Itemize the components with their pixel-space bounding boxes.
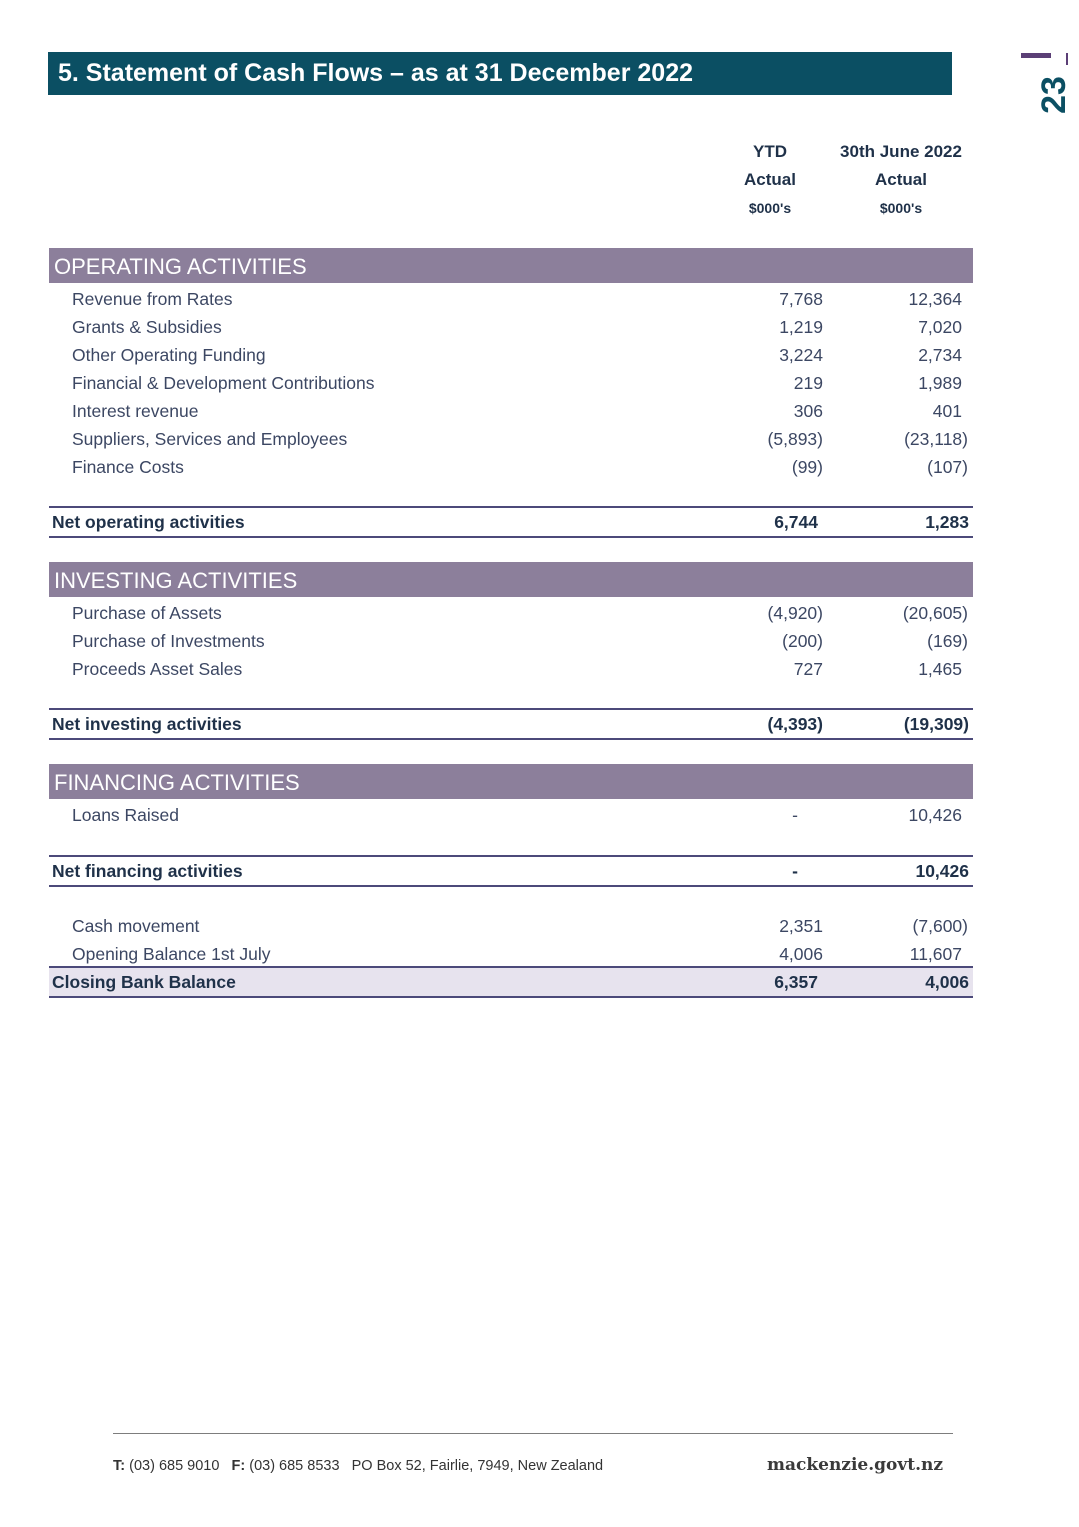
total-label: Closing Bank Balance — [52, 972, 236, 992]
row-ytd-value: 3,224 — [779, 345, 823, 365]
row-prior-value: 2,734 — [918, 345, 962, 365]
row-label: Loans Raised — [72, 805, 180, 825]
row-prior-value: 1,989 — [918, 373, 962, 393]
row-label: Purchase of Investments — [72, 631, 265, 651]
total-prior-value: (19,309) — [903, 714, 969, 734]
row-prior-value: (169) — [927, 631, 968, 651]
table-row — [49, 313, 973, 341]
total-ytd-value: 6,357 — [774, 972, 818, 992]
row-label: Other Operating Funding — [72, 345, 266, 365]
row-label: Opening Balance 1st July — [72, 944, 271, 964]
page-number-accent — [1021, 53, 1051, 58]
section-heading-financing: FINANCING ACTIVITIES — [49, 764, 973, 799]
total-prior-value: 10,426 — [915, 861, 969, 881]
table-row — [49, 655, 973, 683]
page-number: 23 — [1035, 76, 1073, 114]
total-row-operating — [49, 506, 973, 538]
row-ytd-value: (99) — [791, 457, 823, 477]
row-ytd-value: (5,893) — [767, 429, 823, 449]
page-title: 5. Statement of Cash Flows – as at 31 December 2022 — [48, 52, 952, 95]
table-row — [49, 940, 973, 968]
column-header-prior-line2: Actual — [875, 170, 927, 189]
table-row — [49, 425, 973, 453]
total-row-financing — [49, 855, 973, 887]
table-row — [49, 397, 973, 425]
row-prior-value: 11,607 — [909, 944, 962, 964]
total-label: Net investing activities — [52, 714, 242, 734]
row-prior-value: (20,605) — [902, 603, 968, 623]
column-header-prior-units: $000's — [879, 200, 923, 216]
fax-label: F: — [231, 1458, 246, 1474]
phone-label: T: — [113, 1458, 126, 1474]
row-ytd-value: - — [792, 805, 798, 825]
footer-website: mackenzie.govt.nz — [767, 1455, 944, 1475]
table-row — [49, 912, 973, 940]
total-ytd-value: (4,393) — [767, 714, 823, 734]
row-ytd-value: 306 — [793, 401, 823, 421]
section-heading-operating: OPERATING ACTIVITIES — [49, 248, 973, 283]
total-prior-value: 1,283 — [925, 512, 969, 532]
table-row — [49, 369, 973, 397]
column-header-ytd-line2: Actual — [744, 170, 796, 189]
footer-divider — [113, 1433, 953, 1434]
row-prior-value: 7,020 — [918, 317, 962, 337]
fax-number: (03) 685 8533 — [249, 1458, 340, 1474]
row-ytd-value: 7,768 — [779, 289, 823, 309]
section-heading-investing: INVESTING ACTIVITIES — [49, 562, 973, 597]
row-label: Suppliers, Services and Employees — [72, 429, 348, 449]
total-ytd-value: 6,744 — [774, 512, 818, 532]
total-ytd-value: - — [792, 861, 798, 881]
row-prior-value: 1,465 — [918, 659, 962, 679]
row-prior-value: (7,600) — [912, 916, 968, 936]
row-ytd-value: (4,920) — [767, 603, 823, 623]
table-row — [49, 341, 973, 369]
row-ytd-value: 4,006 — [779, 944, 823, 964]
row-label: Proceeds Asset Sales — [72, 659, 243, 679]
column-header-ytd-units: $000's — [748, 200, 792, 216]
row-prior-value: 401 — [932, 401, 962, 421]
row-prior-value: (23,118) — [904, 429, 968, 449]
total-row-investing — [49, 708, 973, 740]
column-header-prior — [830, 138, 972, 222]
page-number-accent-tick — [1066, 53, 1068, 65]
row-ytd-value: 727 — [793, 659, 823, 679]
table-row — [49, 285, 973, 313]
total-label: Net financing activities — [52, 861, 243, 881]
column-header-ytd-line1: YTD — [753, 142, 787, 161]
row-label: Finance Costs — [72, 457, 184, 477]
row-label: Purchase of Assets — [72, 603, 222, 623]
total-prior-value: 4,006 — [925, 972, 969, 992]
table-row — [49, 627, 973, 655]
table-row — [49, 801, 973, 829]
phone-number: (03) 685 9010 — [129, 1458, 220, 1474]
row-prior-value: (107) — [927, 457, 968, 477]
row-label: Cash movement — [72, 916, 200, 936]
column-header-ytd — [720, 138, 820, 222]
column-header-prior-line1: 30th June 2022 — [840, 142, 962, 161]
row-ytd-value: (200) — [782, 631, 823, 651]
row-prior-value: 10,426 — [908, 805, 962, 825]
row-prior-value: 12,364 — [908, 289, 962, 309]
footer-contact — [113, 1456, 603, 1476]
row-ytd-value: 2,351 — [779, 916, 823, 936]
row-label: Revenue from Rates — [72, 289, 233, 309]
row-ytd-value: 219 — [793, 373, 823, 393]
table-row — [49, 599, 973, 627]
row-label: Grants & Subsidies — [72, 317, 222, 337]
closing-bank-balance-row — [49, 966, 973, 998]
postal-address: PO Box 52, Fairlie, 7949, New Zealand — [351, 1458, 604, 1474]
row-label: Interest revenue — [72, 401, 199, 421]
row-label: Financial & Development Contributions — [72, 373, 375, 393]
table-row — [49, 453, 973, 481]
row-ytd-value: 1,219 — [779, 317, 823, 337]
total-label: Net operating activities — [52, 512, 245, 532]
